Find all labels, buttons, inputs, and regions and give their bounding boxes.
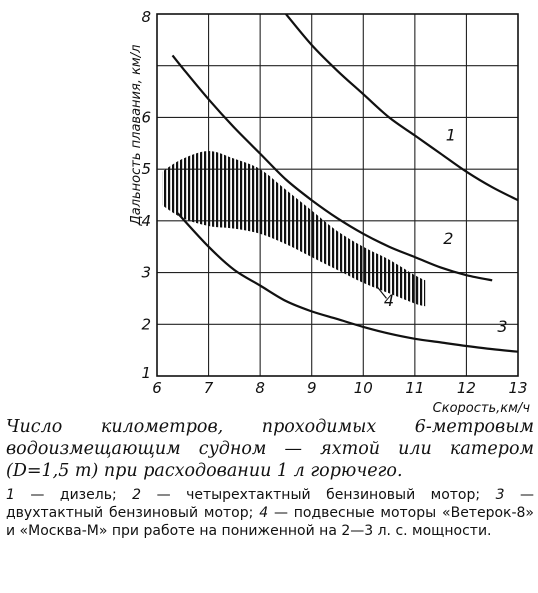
legend-1-number: 1 <box>6 487 15 503</box>
series-4-band <box>162 151 425 306</box>
x-axis-title: Скорость,км/ч <box>432 401 530 416</box>
series-3-label: 3 <box>497 317 508 337</box>
legend-3-text: двухтактный бензиновый мотор; <box>6 505 254 521</box>
legend-4-text: подвесные моторы «Ветерок-8» и «Москва-М» при работе на пониженной на 2—3 л. с. мощности. <box>6 505 535 539</box>
y-tick-label: 6 <box>141 108 151 127</box>
x-tick-label: 9 <box>306 379 317 397</box>
y-tick-label: 2 <box>141 315 151 334</box>
x-tick-label: 10 <box>353 379 373 397</box>
y-tick-label: 3 <box>141 263 151 282</box>
series-1-label: 1 <box>445 125 456 145</box>
series-4-label: 4 <box>383 291 395 311</box>
caption-title: Число километров, проходимых 6-метровым водоизмещающим судном — яхтой или катером (D=1,5 т) при расходовании 1 л горючего. <box>6 417 534 481</box>
x-tick-label: 12 <box>456 379 476 397</box>
x-tick-label: 6 <box>152 379 162 397</box>
x-tick-label: 13 <box>508 379 528 397</box>
y-tick-label: 1 <box>141 364 151 382</box>
curve-labels <box>376 126 507 336</box>
legend-4-number: 4 <box>259 505 269 521</box>
legend-1-text: дизель; <box>59 487 117 503</box>
y-tick-label: 8 <box>141 8 151 26</box>
legend-2-number: 2 <box>132 487 142 503</box>
series-4-band <box>162 151 425 306</box>
legend-2-text: четырехтактный бензиновый мотор; <box>186 487 481 503</box>
series-1-line <box>286 14 518 200</box>
legend-3-number: 3 <box>495 487 505 503</box>
x-tick-label: 11 <box>405 379 425 397</box>
y-tick-label: 4 <box>141 211 151 230</box>
series-2-label: 2 <box>443 229 454 249</box>
x-tick-label: 7 <box>203 379 214 397</box>
y-axis-title: Дальность плавания, км/л <box>129 44 144 226</box>
caption-legend: 1 — дизель; 2 — четырехтактный бензиновый мотор; 3 — двухтактный бензиновый мотор; 4 — подвесные моторы «Ветерок-8» и «Москва-М» при работе на пониженной на 2—3 л. с. мощности. <box>6 487 535 539</box>
x-tick-label: 8 <box>255 379 265 397</box>
figure-caption <box>6 416 534 540</box>
y-tick-label: 5 <box>141 160 151 179</box>
